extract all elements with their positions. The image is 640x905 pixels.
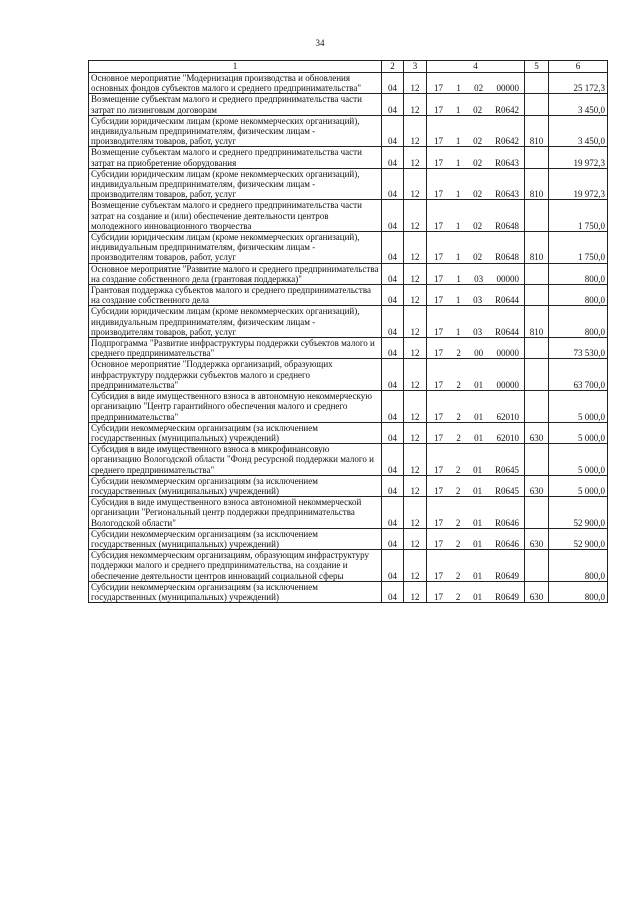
target-code-part: 17 [434, 517, 443, 528]
row-amount: 3 450,0 [549, 115, 608, 147]
row-target-code [427, 263, 525, 284]
row-amount: 800,0 [549, 285, 608, 306]
row-name: Субсидии некоммерческим организациям (за исключением государственных (муниципальных) учреждений) [89, 475, 382, 496]
target-code-part: R0645 [494, 485, 519, 496]
row-expense-type-code: 630 [525, 422, 549, 443]
target-code-part: R0642 [494, 104, 519, 115]
target-code-part: 1 [455, 220, 461, 231]
table-row [89, 444, 608, 476]
row-section-code: 04 [382, 475, 404, 496]
column-header: 4 [427, 61, 525, 73]
row-amount: 5 000,0 [549, 422, 608, 443]
target-code-part: 17 [434, 157, 443, 168]
target-code-part: 2 [455, 517, 461, 528]
table-row [89, 528, 608, 549]
target-code-parts [429, 327, 522, 337]
table-row [89, 581, 608, 602]
target-code-part: 02 [473, 104, 483, 115]
target-code-parts [429, 571, 522, 581]
target-code-parts [429, 136, 522, 146]
target-code-part: 00 [474, 348, 484, 359]
row-target-code [427, 338, 525, 359]
row-subsection-code: 12 [404, 73, 427, 94]
target-code-parts [429, 295, 522, 305]
target-code-part: 17 [434, 220, 443, 231]
table-row [89, 475, 608, 496]
row-amount: 73 530,0 [549, 338, 608, 359]
target-code-part: 03 [473, 295, 483, 306]
row-target-code [427, 444, 525, 476]
row-subsection-code: 12 [404, 550, 427, 582]
row-name: Субсидия в виде имущественного взноса автономной некоммерческой организации "Региональный центр поддержки предпринимательства Вологодской области" [89, 497, 382, 529]
target-code-part: 17 [434, 591, 443, 602]
target-code-parts [429, 83, 522, 93]
table-row [89, 115, 608, 147]
target-code-part: 1 [455, 326, 461, 337]
table-row [89, 359, 608, 391]
row-amount: 1 750,0 [549, 232, 608, 264]
row-expense-type-code [525, 285, 549, 306]
row-name: Возмещение субъектам малого и среднего предпринимательства части затрат по лизинговым договорам [89, 94, 382, 115]
row-expense-type-code: 810 [525, 306, 549, 338]
row-subsection-code: 12 [404, 306, 427, 338]
target-code-parts [429, 221, 522, 231]
row-section-code: 04 [382, 422, 404, 443]
row-target-code [427, 359, 525, 391]
target-code-part: 1 [455, 252, 461, 263]
row-subsection-code: 12 [404, 115, 427, 147]
row-expense-type-code [525, 338, 549, 359]
row-expense-type-code [525, 200, 549, 232]
row-subsection-code: 12 [404, 528, 427, 549]
row-expense-type-code [525, 263, 549, 284]
row-name: Субсидия в виде имущественного взноса в автономную некоммерческую организацию "Центр гарантийного обеспечения малого и среднего предпринимательства" [89, 391, 382, 423]
row-target-code [427, 232, 525, 264]
target-code-part: 17 [434, 538, 443, 549]
row-expense-type-code: 630 [525, 475, 549, 496]
row-section-code: 04 [382, 359, 404, 391]
target-code-parts [429, 592, 522, 602]
target-code-part: 02 [474, 83, 484, 94]
row-subsection-code: 12 [404, 200, 427, 232]
target-code-parts [429, 433, 522, 443]
table-row [89, 232, 608, 264]
target-code-part: 17 [434, 189, 443, 200]
row-amount: 800,0 [549, 306, 608, 338]
row-expense-type-code [525, 359, 549, 391]
row-subsection-code: 12 [404, 497, 427, 529]
row-amount: 63 700,0 [549, 359, 608, 391]
target-code-part: R0645 [494, 464, 519, 475]
row-amount: 19 972,3 [549, 168, 608, 200]
row-subsection-code: 12 [404, 168, 427, 200]
target-code-part: 1 [455, 157, 461, 168]
row-amount: 800,0 [549, 263, 608, 284]
row-target-code [427, 115, 525, 147]
target-code-part: 17 [434, 104, 443, 115]
row-section-code: 04 [382, 338, 404, 359]
target-code-part: 62010 [496, 411, 519, 422]
target-code-part: R0648 [494, 252, 519, 263]
row-subsection-code: 12 [404, 475, 427, 496]
row-target-code [427, 200, 525, 232]
row-subsection-code: 12 [404, 285, 427, 306]
table-row [89, 497, 608, 529]
row-amount: 5 000,0 [549, 475, 608, 496]
row-expense-type-code [525, 73, 549, 94]
target-code-part: 02 [473, 220, 483, 231]
row-section-code: 04 [382, 232, 404, 264]
row-amount: 5 000,0 [549, 444, 608, 476]
row-target-code [427, 168, 525, 200]
target-code-part: 2 [455, 591, 461, 602]
target-code-part: 2 [456, 348, 461, 359]
target-code-part: 01 [474, 379, 484, 390]
row-target-code [427, 581, 525, 602]
table-row [89, 263, 608, 284]
row-target-code [427, 497, 525, 529]
row-section-code: 04 [382, 200, 404, 232]
table-header-row [89, 61, 608, 73]
target-code-parts [429, 486, 522, 496]
row-section-code: 04 [382, 263, 404, 284]
target-code-part: 17 [434, 136, 443, 147]
target-code-part: 1 [456, 273, 461, 284]
target-code-part: 01 [473, 538, 483, 549]
target-code-part: R0649 [494, 591, 519, 602]
row-target-code [427, 550, 525, 582]
table-row [89, 168, 608, 200]
row-subsection-code: 12 [404, 338, 427, 359]
row-expense-type-code [525, 94, 549, 115]
target-code-part: R0648 [494, 220, 519, 231]
table-row [89, 306, 608, 338]
row-target-code [427, 391, 525, 423]
target-code-part: 02 [473, 157, 483, 168]
row-expense-type-code [525, 444, 549, 476]
row-name: Возмещение субъектам малого и среднего предпринимательства части затрат на создание и (или) обеспечение деятельности центров молодежного инновационного творчества [89, 200, 382, 232]
target-code-part: 01 [473, 591, 483, 602]
target-code-part: 02 [473, 252, 483, 263]
row-name: Субсидия в виде имущественного взноса в микрофинансовую организацию Вологодской области "Фонд ресурсной поддержки малого и среднего предпринимательства" [89, 444, 382, 476]
row-subsection-code: 12 [404, 94, 427, 115]
table-row [89, 338, 608, 359]
row-expense-type-code: 810 [525, 168, 549, 200]
table-row [89, 391, 608, 423]
table-row [89, 550, 608, 582]
target-code-part: R0643 [494, 189, 519, 200]
target-code-part: 17 [434, 273, 443, 284]
row-target-code [427, 475, 525, 496]
target-code-part: 1 [455, 295, 461, 306]
row-expense-type-code: 810 [525, 232, 549, 264]
row-subsection-code: 12 [404, 422, 427, 443]
target-code-part: 1 [455, 189, 461, 200]
row-target-code [427, 306, 525, 338]
target-code-part: 17 [434, 379, 443, 390]
target-code-part: 17 [434, 83, 443, 94]
row-name: Субсидии юридическим лицам (кроме некоммерческих организаций), индивидуальным предпринимателям, физическим лицам - производителям товаров, работ, услуг [89, 232, 382, 264]
target-code-parts [429, 518, 522, 528]
target-code-part: 01 [473, 570, 483, 581]
row-section-code: 04 [382, 550, 404, 582]
target-code-part: 17 [434, 411, 443, 422]
table-row [89, 422, 608, 443]
target-code-part: 1 [455, 136, 461, 147]
target-code-part: 00000 [496, 348, 519, 359]
target-code-part: 17 [434, 485, 443, 496]
row-target-code [427, 73, 525, 94]
target-code-parts [429, 158, 522, 168]
target-code-part: 17 [434, 326, 443, 337]
row-expense-type-code: 810 [525, 115, 549, 147]
target-code-part: 01 [473, 485, 483, 496]
table-row [89, 94, 608, 115]
row-amount: 25 172,3 [549, 73, 608, 94]
column-header: 3 [404, 61, 427, 73]
target-code-part: R0644 [494, 326, 519, 337]
target-code-part: 62010 [496, 432, 519, 443]
row-section-code: 04 [382, 306, 404, 338]
row-expense-type-code [525, 391, 549, 423]
row-section-code: 04 [382, 147, 404, 168]
row-name: Субсидии юридическим лицам (кроме некоммерческих организаций), индивидуальным предпринимателям, физическим лицам - производителям товаров, работ, услуг [89, 306, 382, 338]
row-name: Грантовая поддержка субъектов малого и среднего предпринимательства на создание собственного дела [89, 285, 382, 306]
budget-table [88, 60, 608, 603]
target-code-parts [429, 274, 522, 284]
row-amount: 1 750,0 [549, 200, 608, 232]
row-subsection-code: 12 [404, 147, 427, 168]
target-code-part: R0644 [494, 295, 519, 306]
row-target-code [427, 528, 525, 549]
row-expense-type-code [525, 147, 549, 168]
target-code-parts [429, 380, 522, 390]
target-code-part: 02 [473, 189, 483, 200]
target-code-part: 17 [434, 295, 443, 306]
row-section-code: 04 [382, 391, 404, 423]
row-target-code [427, 422, 525, 443]
row-name: Субсидии некоммерческим организациям (за исключением государственных (муниципальных) учреждений) [89, 581, 382, 602]
target-code-part: 01 [473, 464, 483, 475]
row-name: Субсидии юридическим лицам (кроме некоммерческих организаций), индивидуальным предпринимателям, физическим лицам - производителям товаров, работ, услуг [89, 168, 382, 200]
table-row [89, 147, 608, 168]
target-code-part: 03 [474, 273, 484, 284]
target-code-part: 1 [456, 83, 461, 94]
target-code-parts [429, 348, 522, 358]
row-section-code: 04 [382, 528, 404, 549]
row-section-code: 04 [382, 581, 404, 602]
target-code-part: 2 [456, 432, 461, 443]
row-name: Основное мероприятие "Поддержка организаций, образующих инфраструктуру поддержки субъектов малого и среднего предпринимательства" [89, 359, 382, 391]
row-amount: 800,0 [549, 581, 608, 602]
row-target-code [427, 94, 525, 115]
target-code-parts [429, 252, 522, 262]
target-code-part: 02 [473, 136, 483, 147]
target-code-part: R0642 [494, 136, 519, 147]
table-row [89, 285, 608, 306]
row-target-code [427, 147, 525, 168]
row-section-code: 04 [382, 168, 404, 200]
column-header: 5 [525, 61, 549, 73]
row-name: Субсидии некоммерческим организациям (за исключением государственных (муниципальных) учреждений) [89, 528, 382, 549]
row-subsection-code: 12 [404, 391, 427, 423]
row-target-code [427, 285, 525, 306]
column-header: 6 [549, 61, 608, 73]
target-code-parts [429, 465, 522, 475]
target-code-part: R0643 [494, 157, 519, 168]
row-expense-type-code: 630 [525, 528, 549, 549]
row-name: Подпрограмма "Развитие инфраструктуры поддержки субъектов малого и среднего предпринимательства" [89, 338, 382, 359]
target-code-part: 01 [474, 432, 484, 443]
row-subsection-code: 12 [404, 232, 427, 264]
row-subsection-code: 12 [404, 581, 427, 602]
target-code-part: 00000 [496, 83, 519, 94]
target-code-parts [429, 189, 522, 199]
target-code-part: 01 [473, 517, 483, 528]
target-code-part: 00000 [496, 273, 519, 284]
row-section-code: 04 [382, 497, 404, 529]
row-name: Возмещение субъектам малого и среднего предпринимательства части затрат на приобретение оборудования [89, 147, 382, 168]
row-subsection-code: 12 [404, 444, 427, 476]
page-number: 34 [315, 38, 325, 48]
row-name: Субсидии некоммерческим организациям (за исключением государственных (муниципальных) учреждений) [89, 422, 382, 443]
target-code-part: 17 [434, 570, 443, 581]
row-name: Основное мероприятие "Модернизация производства и обновления основных фондов субъектов малого и среднего предпринимательства" [89, 73, 382, 94]
row-section-code: 04 [382, 73, 404, 94]
target-code-part: 2 [456, 411, 461, 422]
target-code-part: 1 [455, 104, 461, 115]
row-subsection-code: 12 [404, 263, 427, 284]
column-header: 1 [89, 61, 382, 73]
target-code-part: R0646 [494, 538, 519, 549]
target-code-part: 2 [455, 570, 461, 581]
table-row [89, 73, 608, 94]
target-code-parts [429, 539, 522, 549]
row-name: Субсидия некоммерческим организациям, образующим инфраструктуру поддержки малого и среднего предпринимательства, на создание и обеспечение деятельности центров инноваций социальной сферы [89, 550, 382, 582]
target-code-part: 17 [434, 432, 443, 443]
row-amount: 5 000,0 [549, 391, 608, 423]
target-code-parts [429, 412, 522, 422]
row-amount: 3 450,0 [549, 94, 608, 115]
row-name: Субсидии юридическим лицам (кроме некоммерческих организаций), индивидуальным предпринимателям, физическим лицам - производителям товаров, работ, услуг [89, 115, 382, 147]
row-amount: 19 972,3 [549, 147, 608, 168]
row-subsection-code: 12 [404, 359, 427, 391]
row-section-code: 04 [382, 115, 404, 147]
row-expense-type-code: 630 [525, 581, 549, 602]
row-section-code: 04 [382, 285, 404, 306]
target-code-part: 2 [455, 485, 461, 496]
target-code-part: R0649 [494, 570, 519, 581]
target-code-part: 01 [474, 411, 484, 422]
table-row [89, 200, 608, 232]
column-header: 2 [382, 61, 404, 73]
target-code-part: R0646 [494, 517, 519, 528]
target-code-part: 03 [473, 326, 483, 337]
row-name: Основное мероприятие "Развитие малого и среднего предпринимательства на создание собственного дела (грантовая поддержка)" [89, 263, 382, 284]
row-expense-type-code [525, 497, 549, 529]
target-code-part: 2 [455, 464, 461, 475]
row-amount: 52 900,0 [549, 497, 608, 529]
row-section-code: 04 [382, 94, 404, 115]
target-code-part: 2 [456, 379, 461, 390]
target-code-part: 17 [434, 464, 443, 475]
target-code-part: 17 [434, 348, 443, 359]
row-amount: 52 900,0 [549, 528, 608, 549]
target-code-parts [429, 105, 522, 115]
row-expense-type-code [525, 550, 549, 582]
target-code-part: 00000 [496, 379, 519, 390]
target-code-part: 17 [434, 252, 443, 263]
row-amount: 800,0 [549, 550, 608, 582]
target-code-part: 2 [455, 538, 461, 549]
row-section-code: 04 [382, 444, 404, 476]
